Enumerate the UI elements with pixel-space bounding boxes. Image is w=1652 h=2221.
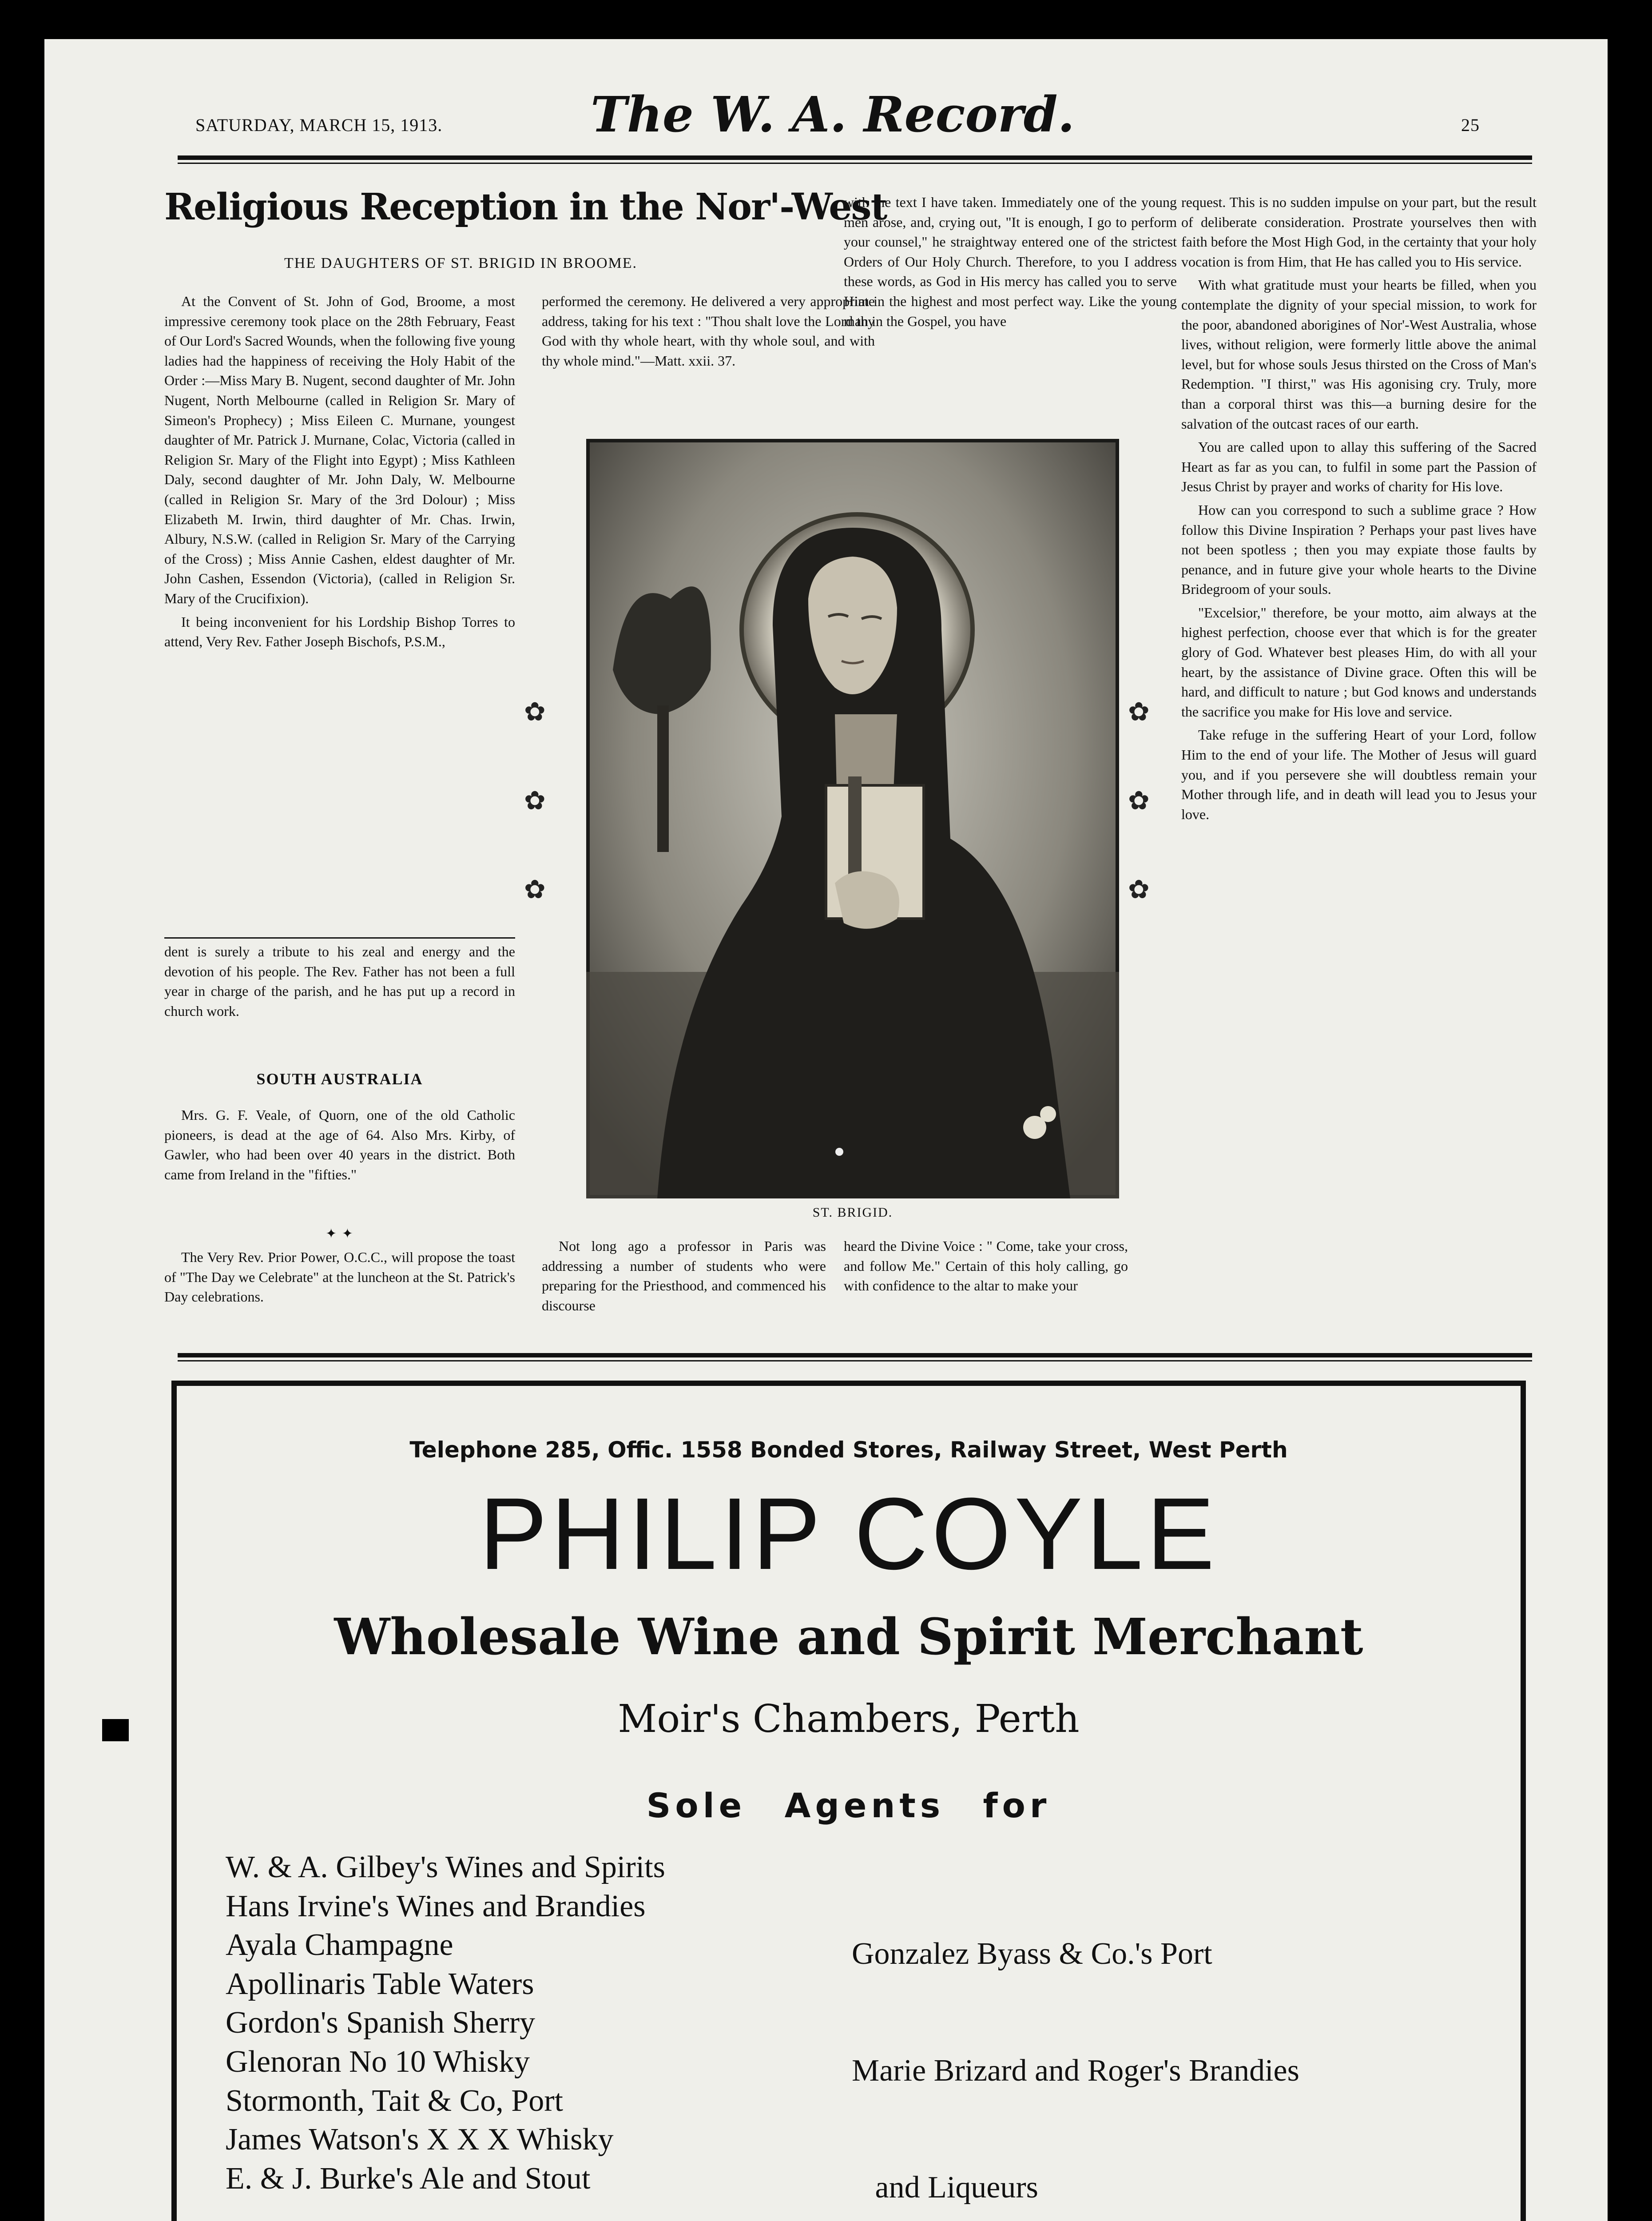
- ad-merchant-name: PHILIP COYLE: [479, 1477, 1219, 1591]
- south-australia-column-2: [164, 1247, 515, 1363]
- list-item: E. & J. Burke's Ale and Stout: [226, 2161, 591, 2196]
- floral-ornament-icon: ✿: [1128, 874, 1150, 904]
- floral-ornament-icon: ✿: [524, 785, 546, 816]
- list-item: Gordon's Spanish Sherry: [226, 2006, 536, 2040]
- st-brigid-portrait: [586, 439, 1119, 1198]
- article-subhead: THE DAUGHTERS OF ST. BRIGID IN BROOME.: [284, 255, 638, 271]
- list-item: Glenoran No 10 Whisky: [226, 2044, 530, 2079]
- header-rule-thin: [178, 163, 1532, 164]
- list-item: and Liqueurs: [852, 2170, 1038, 2205]
- floral-ornament-icon: ✿: [524, 697, 546, 727]
- image-caption: ST. BRIGID.: [812, 1205, 893, 1220]
- ad-address: Moir's Chambers, Perth: [618, 1697, 1080, 1741]
- separator-ornament: ✦ ✦: [326, 1226, 354, 1241]
- scan-mark: [75, 329, 89, 346]
- section-rule-thin: [178, 1360, 1532, 1361]
- south-australia-heading: SOUTH AUSTRALIA: [256, 1070, 423, 1088]
- article-headline: Religious Reception in the Nor'-West: [164, 186, 887, 228]
- article-paragraph: request. This is no sudden impulse on your part, but the result of deliberate consideration. Prostrate yourselves then with faith before the Most High God, in the certainty that your holy vocation is from Him, that He has called you to His service.: [1181, 194, 1537, 270]
- article-paragraph: At the Convent of St. John of God, Broome, a most impressive ceremony took place on the 28th February, Feast of Our Lord's Sacred Wounds, when the following five young ladies had the happiness of receiving the Holy Habit of the Order :—Miss Mary B. Nugent, second daughter of Mr. John Nugent, North Melbourne (called in Religion Sr. Mary of Simeon's Prophecy) ; Miss Eileen C. Murnane, youngest daughter of Mr. Patrick J. Murnane, Colac, Victoria (called in Religion Sr. Mary of the Flight into Egypt) ; Miss Kathleen Daly, second daughter of Mr. John Daly, W. Melbourne (called in Religion Sr. Mary of the 3rd Dolour) ; Miss Elizabeth M. Irwin, third daughter of Mr. Chas. Irwin, Albury, N.S.W. (called in Religion Sr. Mary of the Carrying of the Cross) ; Miss Annie Cashen, eldest daughter of Mr. John Cashen, Essendon (Victoria), (called in Religion Sr. Mary of the Crucifixion).: [164, 293, 516, 606]
- south-australia-paragraph: The Very Rev. Prior Power, O.C.C., will propose the toast of "The Day we Celebrate" at the luncheon at the St. Patrick's Day celebrations.: [164, 1249, 515, 1305]
- floral-ornament-icon: ✿: [1128, 697, 1150, 727]
- page-number: 25: [1461, 115, 1480, 135]
- article-paragraph: With what gratitude must your hearts be filled, when you contemplate the dignity of your special mission, to work for the poor, abandoned aborigines of Nor'-West Australia, whose lives, without religion, were formerly little above the animal level, but for whose souls Jesus thirsted on the Cross of Man's Redemption. "I thirst," was His agonising cry. Truly, more than a corporal thirst was this—a burning desire for the salvation of the outcast races of our earth.: [1181, 277, 1537, 432]
- ad-telephone-line: Telephone 285, Offic. 1558 Bonded Stores, Railway Street, West Perth: [409, 1437, 1288, 1463]
- list-item: Apollinaris Table Waters: [226, 1966, 534, 2001]
- ad-merchant-title: Wholesale Wine and Spirit Merchant: [334, 1608, 1363, 1666]
- article-column-1: [164, 291, 515, 931]
- article-paragraph: performed the ceremony. He delivered a very appropriate address, taking for his text : "Thou shalt love the Lord thy God with thy whole heart, with thy whole soul, and with thy whole mind."—Matt. xxii. 37.: [542, 293, 875, 369]
- floral-ornament-icon: ✿: [1128, 785, 1150, 816]
- side-brief: [164, 942, 515, 1048]
- agents-list-right: [852, 1857, 1513, 2221]
- side-brief-text: dent is surely a tribute to his zeal and energy and the devotion of his people. The Rev. Father has not been a full year in charge of the parish, and he has put up a record in church work.: [164, 943, 515, 1019]
- south-australia-paragraph: Mrs. G. F. Veale, of Quorn, one of the old Catholic pioneers, is dead at the age of 64. Also Mrs. Kirby, of Gawler, who had been over 40 years in the district. Both came from Ireland in the "fifties.": [164, 1107, 515, 1182]
- article-paragraph: It being inconvenient for his Lordship Bishop Torres to attend, Very Rev. Father Joseph Bischofs, P.S.M.,: [164, 613, 515, 650]
- article-column-3: [844, 192, 1177, 468]
- ad-sole-agents-heading: Sole Agents for: [646, 1786, 1051, 1825]
- article-paragraph: Take refuge in the suffering Heart of your Lord, follow Him to the end of your life. The Mother of Jesus will guard you, and if you persevere she will doubtless remain your Mother through life, and in death will lead you to Jesus your love.: [1181, 727, 1537, 822]
- article-column-2-bottom: [542, 1236, 826, 1361]
- scan-mark: [102, 1719, 129, 1741]
- newspaper-page: [44, 39, 1608, 2221]
- list-item: Stormonth, Tait & Co, Port: [226, 2083, 563, 2118]
- article-paragraph: How can you correspond to such a sublime grace ? How follow this Divine Inspiration ? Perhaps your past lives have not been spotless ; then you may expiate those faults by penance, and in future give your whole hearts to the Divine Bridegroom of your souls.: [1181, 502, 1537, 597]
- article-paragraph: with the text I have taken. Immediately one of the young men arose, and, crying out, "It is enough, I go to perform your counsel," he straightway entered one of the strictest Orders of Our Holy Church. Therefore, to you I address these words, as God in His mercy has called you to serve Him in the highest and most perfect way. Like the young man in the Gospel, you have: [844, 194, 1177, 329]
- masthead: The W. A. Record.: [591, 86, 1075, 143]
- floral-ornament-icon: ✿: [524, 874, 546, 904]
- article-paragraph: Not long ago a professor in Paris was addressing a number of students who were preparing for the Priesthood, and commenced his discourse: [542, 1238, 826, 1313]
- article-column-4: [1181, 192, 1537, 1369]
- article-column-3-bottom: [844, 1236, 1128, 1361]
- list-item: Ayala Champagne: [226, 1928, 453, 1962]
- article-paragraph: You are called upon to allay this suffering of the Sacred Heart as far as you can, to fulfil in some part the Passion of Jesus Christ by prayer and works of charity for His love.: [1181, 439, 1537, 495]
- south-australia-column: [164, 1105, 515, 1238]
- list-item: James Watson's X X X Whisky: [226, 2122, 614, 2157]
- list-item: Hans Irvine's Wines and Brandies: [226, 1889, 646, 1923]
- list-item: Gonzalez Byass & Co.'s Port: [852, 1937, 1212, 1971]
- philip-coyle-advertisement: [171, 1381, 1526, 2221]
- section-rule: [178, 1353, 1532, 1357]
- issue-date: SATURDAY, MARCH 15, 1913.: [195, 115, 443, 135]
- agents-list-left: [226, 1848, 838, 2198]
- header-rule: [178, 155, 1532, 160]
- column-divider: [164, 937, 515, 939]
- list-item: W. & A. Gilbey's Wines and Spirits: [226, 1850, 665, 1884]
- article-paragraph: heard the Divine Voice : " Come, take your cross, and follow Me." Certain of this holy calling, go with confidence to the altar to make your: [844, 1238, 1128, 1294]
- article-paragraph: "Excelsior," therefore, be your motto, aim always at the highest perfection, choose ever that which is for the greater glory of God. Whatever best pleases Him, do with all your heart, by the assistance of Divine grace. Often this will be hard, and difficult to nature ; but God knows and understands the sacrifice you make for His love and service.: [1181, 604, 1537, 720]
- list-item: Marie Brizard and Roger's Brandies: [852, 2053, 1299, 2088]
